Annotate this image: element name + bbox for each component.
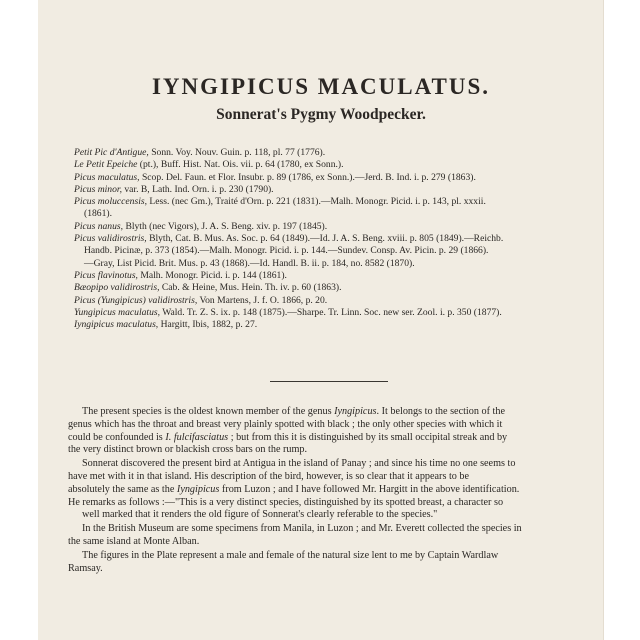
reference-citation: Blyth, Cat. B. Mus. As. Soc. p. 64 (1849).—Id. J. A. S. Beng. xviii. p. 805 (1849).—Reichb. [146, 233, 504, 245]
reference-citation: Malh. Monogr. Picid. i. p. 144 (1861). [137, 269, 287, 281]
reference-name: Picus validirostris, [74, 233, 147, 245]
reference-entry [74, 270, 574, 282]
reference-name: Picus minor, [74, 183, 122, 195]
reference-name: Picus (Yungipicus) validirostris, [74, 294, 198, 306]
reference-name: Yungipicus maculatus, [74, 306, 160, 318]
text-line: Sonnerat discovered the present bird at Antigua in the island of Panay ; and since his time no one seems to [82, 458, 516, 470]
reference-citation: (pt.), Buff. Hist. Nat. Ois. vii. p. 64 (1780, ex Sonn.). [137, 159, 344, 171]
reference-continuation: Handb. Picinæ, p. 373 (1854).—Malh. Monogr. Picid. i. p. 144.—Sundev. Consp. Av. Picin. p. 29 (1866). [84, 245, 489, 257]
text-line: the same island at Monte Alban. [68, 535, 200, 547]
reference-entry [74, 147, 574, 159]
section-divider [270, 381, 388, 382]
text-run: ; but from this it is distinguished by its small occipital streak and by [228, 431, 508, 443]
reference-name: Petit Pic d'Antigue, [74, 147, 149, 158]
text-line: He remarks as follows :—"This is a very distinct species, distinguished by its spotted breast, a character so [68, 496, 504, 508]
text-line [68, 406, 582, 419]
reference-name: Le Petit Epeiche [74, 159, 138, 171]
reference-citation: Sonn. Voy. Nouv. Guin. p. 118, pl. 77 (1776). [148, 147, 326, 158]
reference-citation: Cab. & Heine, Mus. Hein. Th. iv. p. 60 (1863). [159, 282, 342, 294]
reference-citation: Less. (nec Gm.), Traité d'Orn. p. 221 (1831).—Malh. Monogr. Picid. i. p. 143, pl. xxxii. [147, 196, 486, 208]
reference-entry [74, 282, 574, 294]
synonymy-references [74, 147, 574, 331]
page-title: IYNGIPICUS MACULATUS. [151, 74, 491, 99]
genus-name: Iyngipicus [176, 483, 220, 495]
book-page [38, 0, 604, 640]
reference-entry [74, 184, 574, 196]
paragraph-1 [68, 406, 582, 457]
paragraph-4 [68, 550, 582, 576]
reference-name: Picus moluccensis, [74, 196, 148, 208]
text-run: from Luzon ; and I have followed Mr. Hargitt in the above identification. [219, 483, 520, 495]
reference-continuation: —Gray, List Picid. Brit. Mus. p. 43 (1868).—Id. Handl. B. ii. p. 184, no. 8582 (1870). [84, 257, 415, 269]
reference-name: Picus maculatus, [74, 171, 140, 183]
reference-entry [74, 196, 574, 221]
text-run: absolutely the same as the [68, 483, 177, 495]
text-line: genus which has the throat and breast very plainly spotted with black ; the only other species with which it [68, 418, 503, 430]
text-run: could be confounded is [68, 431, 166, 443]
page-subtitle: Sonnerat's Pygmy Woodpecker. [216, 106, 426, 123]
reference-citation: Hargitt, Ibis, 1882, p. 27. [158, 319, 258, 331]
reference-entry [74, 319, 574, 331]
reference-name: Iyngipicus maculatus, [74, 319, 159, 331]
reference-citation: Wald. Tr. Z. S. ix. p. 148 (1875).—Sharpe. Tr. Linn. Soc. new ser. Zool. i. p. 350 (1877). [160, 306, 502, 318]
text-line [68, 432, 582, 445]
reference-citation: var. B, Lath. Ind. Orn. i. p. 230 (1790). [121, 183, 274, 195]
reference-entry [74, 233, 574, 270]
reference-name: Bæopipo validirostris, [74, 282, 160, 294]
text-line: have met with it in that island. His description of the bird, however, is so clear that it appears to be [68, 470, 470, 482]
reference-entry [74, 307, 574, 319]
paragraph-3 [68, 523, 582, 549]
reference-entry [74, 172, 574, 184]
reference-entry [74, 221, 574, 233]
body-text [68, 406, 582, 575]
text-line [68, 484, 582, 497]
reference-citation: Blyth (nec Vigors), J. A. S. Beng. xiv. p. 197 (1845). [123, 220, 328, 232]
reference-citation: Von Martens, J. f. O. 1866, p. 20. [197, 294, 328, 306]
reference-entry [74, 159, 574, 171]
text-line: Ramsay. [68, 562, 103, 574]
reference-name: Picus flavinotus, [74, 269, 138, 281]
reference-name: Picus nanus, [74, 220, 124, 232]
text-line: the very distinct brown or blackish cross bars on the rump. [68, 444, 308, 456]
reference-entry [74, 295, 574, 307]
genus-name: Iyngipicus [334, 406, 377, 417]
reference-continuation: (1861). [84, 208, 112, 220]
text-run: . It belongs to the section of the [376, 406, 505, 417]
species-name: I. fulcifasciatus [165, 431, 229, 443]
text-line: well marked that it renders the old figure of Sonnerat's clearly referable to the species." [82, 509, 438, 521]
text-run: The present species is the oldest known member of the genus [82, 406, 335, 417]
paragraph-2 [68, 458, 582, 522]
text-line: The figures in the Plate represent a male and female of the natural size lent to me by Captain Wardlaw [82, 549, 499, 561]
text-line: In the British Museum are some specimens from Manila, in Luzon ; and Mr. Everett collected the species in [82, 523, 522, 535]
reference-citation: Scop. Del. Faun. et Flor. Insubr. p. 89 (1786, ex Sonn.).—Jerd. B. Ind. i. p. 279 (1863). [139, 171, 476, 183]
